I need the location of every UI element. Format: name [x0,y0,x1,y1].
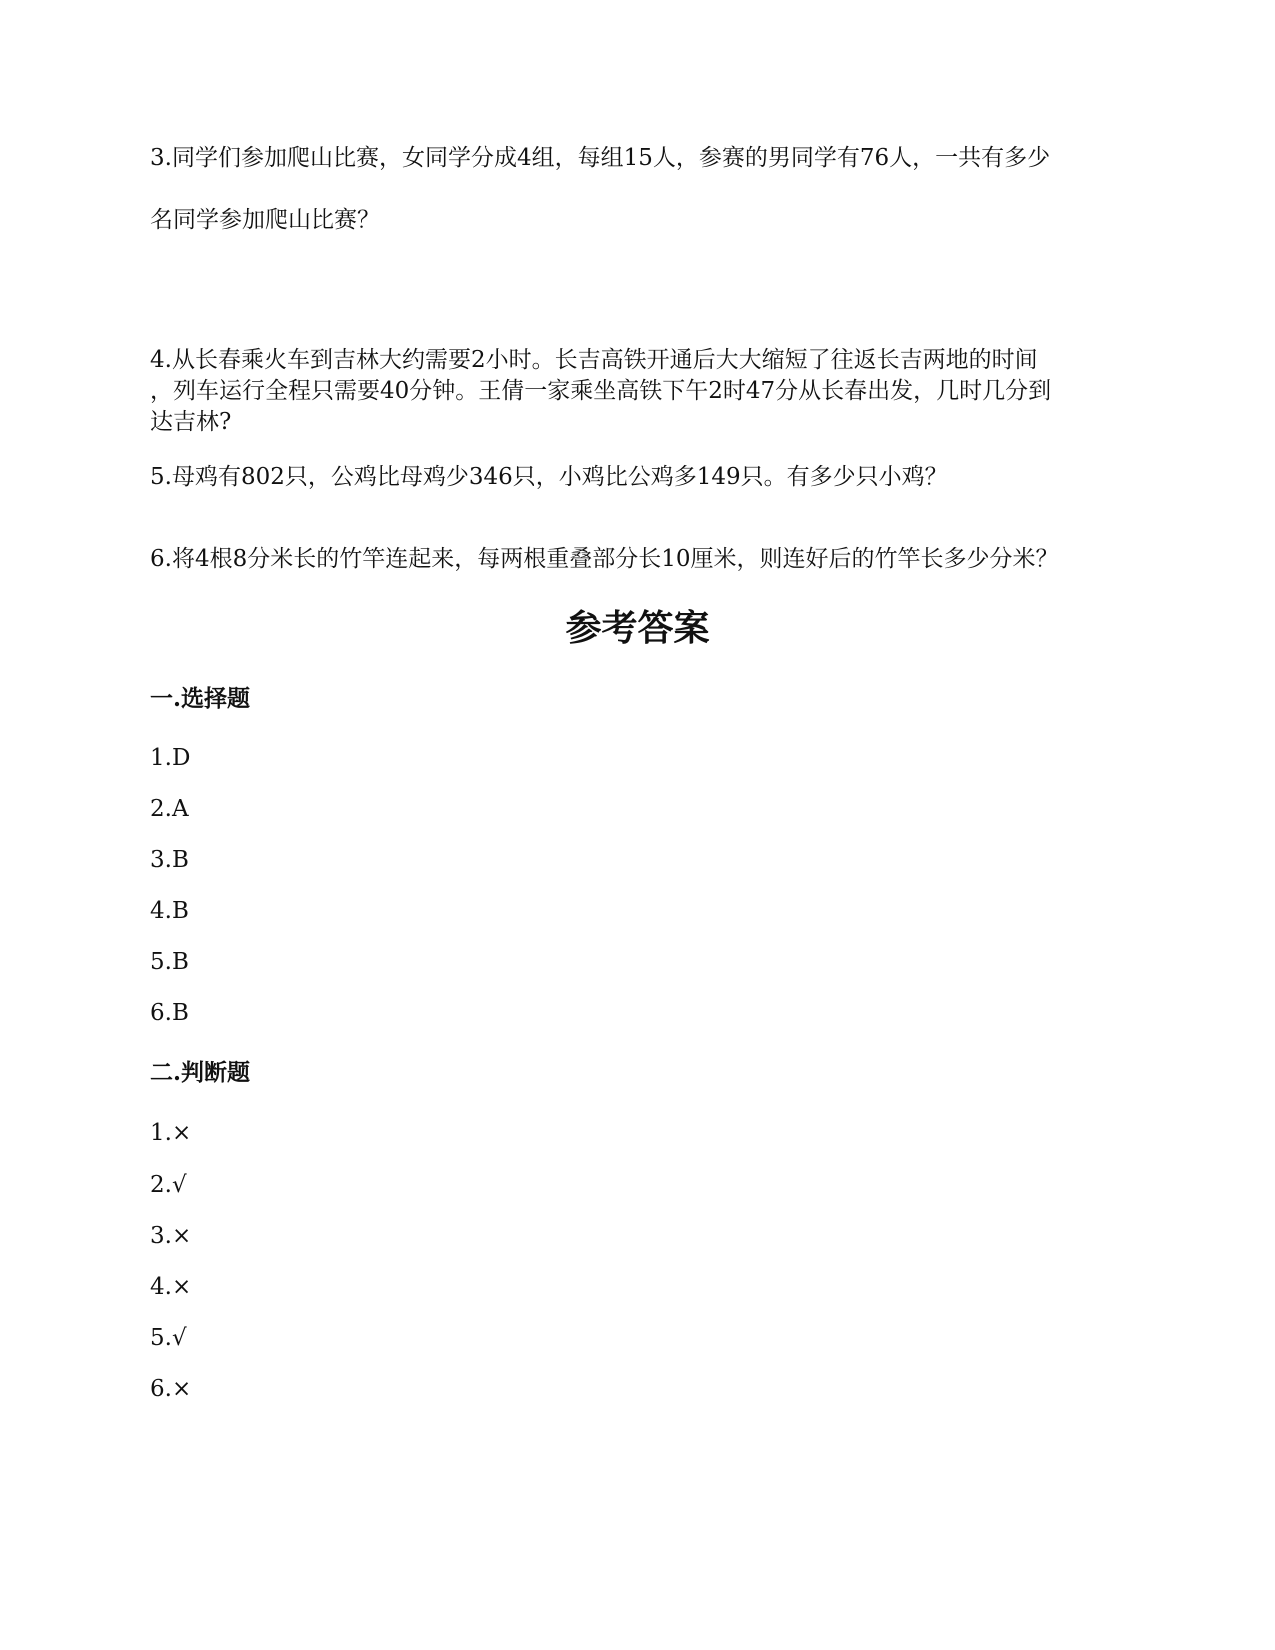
choice-answer-5: 5.B [150,949,189,975]
choice-section-heading: 一.选择题 [150,685,251,712]
question-3-line-1: 3.同学们参加爬山比赛，女同学分成4组，每组15人，参赛的男同学有76人，一共有多少 [150,145,1051,171]
judge-answer-6: 6.× [150,1376,192,1402]
judge-answer-2: 2.√ [150,1172,187,1198]
question-3-line-2: 名同学参加爬山比赛？ [150,207,380,233]
question-4-line-2: ，列车运行全程只需要40分钟。王倩一家乘坐高铁下午2时47分从长春出发，几时几分到 [150,378,1052,404]
choice-answer-4: 4.B [150,898,189,924]
answers-title: 参考答案 [565,607,710,649]
choice-answer-1: 1.D [150,745,191,771]
judge-answer-5: 5.√ [150,1325,187,1351]
question-6-line-1: 6.将4根8分米长的竹竿连起来，每两根重叠部分长10厘米，则连好后的竹竿长多少分米？ [150,546,1059,572]
judge-section-heading: 二.判断题 [150,1059,251,1086]
choice-answer-2: 2.A [150,796,189,822]
choice-answer-3: 3.B [150,847,189,873]
judge-answer-1: 1.× [150,1120,192,1146]
judge-answer-3: 3.× [150,1223,192,1249]
question-4-line-1: 4.从长春乘火车到吉林大约需要2小时。长吉高铁开通后大大缩短了往返长吉两地的时间 [150,347,1038,373]
choice-answer-6: 6.B [150,1000,189,1026]
question-5-line-1: 5.母鸡有802只，公鸡比母鸡少346只，小鸡比公鸡多149只。有多少只小鸡？ [150,464,948,490]
judge-answer-4: 4.× [150,1274,192,1300]
question-4-line-3: 达吉林? [150,409,232,435]
